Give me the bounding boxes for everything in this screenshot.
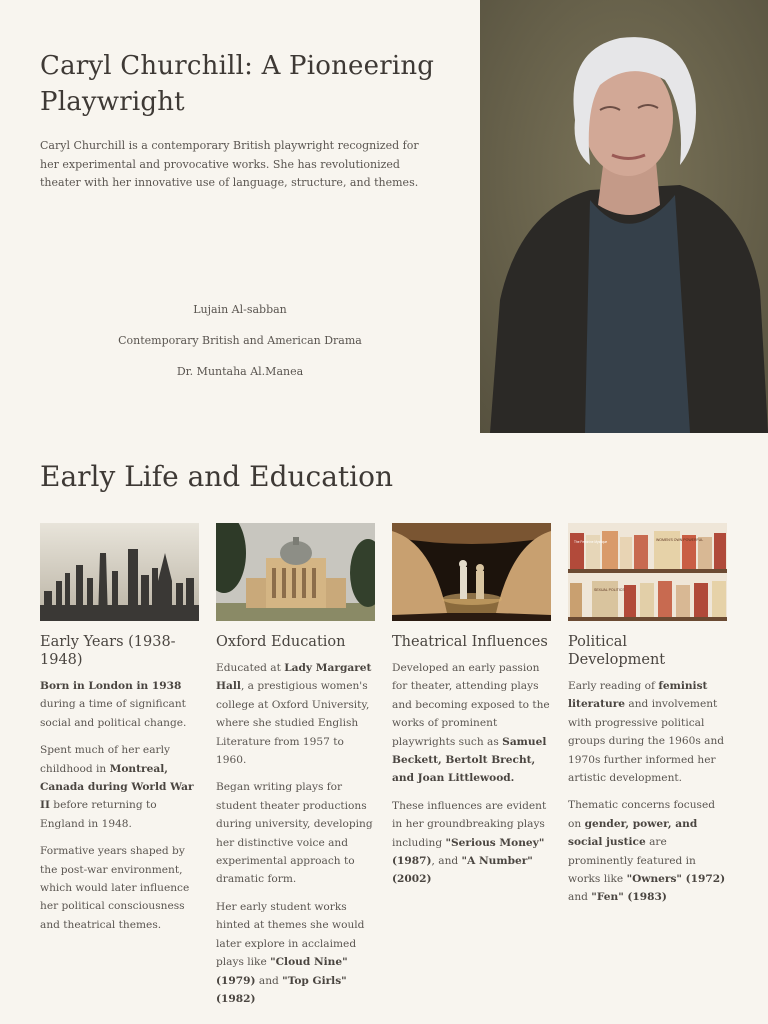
column-heading: Political Development <box>568 634 666 668</box>
emphasis-text: Lady Margaret Hall <box>216 662 372 693</box>
body-text: Early reading of <box>568 680 659 692</box>
body-text: before returning to England in 1948. <box>40 799 157 830</box>
course-name: Contemporary British and American Drama <box>118 334 362 347</box>
column-paragraph <box>40 677 200 732</box>
emphasis-text: "Serious Money" (1987) <box>392 836 545 868</box>
page-title: Caryl Churchill: A Pioneering Playwright <box>40 51 435 117</box>
instructor-name: Dr. Muntaha Al.Manea <box>176 365 304 378</box>
section-title: Early Life and Education <box>40 460 393 493</box>
london-skyline-image <box>40 523 199 621</box>
body-text: Her early student works hinted at themes she would later explore in acclaimed plays like <box>216 900 365 969</box>
column-early-years <box>40 523 200 943</box>
bookshelf-image <box>568 523 727 621</box>
emphasis-text: "A Number" (2002) <box>392 855 533 886</box>
column-paragraph <box>40 842 200 934</box>
oxford-building-image <box>216 523 375 621</box>
column-body <box>392 659 552 889</box>
emphasis-text: Montreal, Canada during World War II <box>40 762 194 812</box>
column-heading: Early Years (1938-1948) <box>40 634 176 668</box>
column-paragraph <box>216 778 376 888</box>
body-text: These influences are evident in her groundbreaking plays including <box>392 799 547 849</box>
emphasis-text: gender, power, and social justice <box>568 817 698 849</box>
column-theatrical <box>392 523 552 898</box>
emphasis-text: Born in London in 1938 <box>40 680 182 692</box>
book-cover-title: WOMEN'S OWN POWERFUL <box>656 538 704 542</box>
body-text: Developed an early passion for theater, attending plays and becoming exposed to the works of prominent playwrights such as <box>392 662 550 748</box>
theater-stage-image <box>392 523 551 621</box>
column-body <box>568 677 728 907</box>
column-paragraph <box>392 659 552 788</box>
column-paragraph <box>568 796 728 906</box>
body-text: and <box>568 891 592 904</box>
body-text: Began writing plays for student theater productions during university, developing her distinctive voice and experimental approach to dramatic form. <box>216 781 373 886</box>
body-text: are prominently featured in works like <box>568 836 696 886</box>
intro-paragraph: Caryl Churchill is a contemporary British playwright recognized for her experimental and provocative works. She has revolutionized theater with her innovative use of language, structure, and themes. <box>40 139 419 189</box>
body-text: Thematic concerns focused on <box>568 799 716 830</box>
column-paragraph <box>216 898 376 1008</box>
body-text: , a prestigious women's college at Oxford University, where she studied English Literature from 1957 to 1960. <box>216 680 370 767</box>
body-text: Formative years shaped by the post-war environment, which would later influence her political consciousness and theatrical themes. <box>40 845 190 931</box>
column-heading: Theatrical Influences <box>392 634 548 650</box>
column-paragraph <box>216 659 376 769</box>
portrait-image <box>480 0 768 433</box>
column-heading: Oxford Education <box>216 634 346 650</box>
emphasis-text: "Fen" (1983) <box>591 891 667 904</box>
column-paragraph <box>568 677 728 787</box>
emphasis-text: Samuel Beckett, Bertolt Brecht, and Joan Littlewood. <box>392 735 547 785</box>
column-oxford <box>216 523 376 1017</box>
column-paragraph <box>40 741 200 833</box>
emphasis-text: "Cloud Nine" (1979) <box>216 956 348 987</box>
author-name: Lujain Al-sabban <box>193 303 287 316</box>
emphasis-text: "Owners" (1972) <box>626 873 726 886</box>
column-body <box>40 677 200 934</box>
body-text: , and <box>431 855 462 868</box>
column-paragraph <box>392 797 552 889</box>
book-cover-title: SEXUAL POLITICS <box>594 588 625 592</box>
column-body <box>216 659 376 1008</box>
body-text: during a time of significant social and political change. <box>40 698 187 729</box>
column-political <box>568 523 728 916</box>
emphasis-text: feminist literature <box>568 680 708 711</box>
body-text: and <box>255 974 283 987</box>
emphasis-text: "Top Girls" (1982) <box>216 974 347 1005</box>
book-cover-title: The Feminine Mystique <box>574 540 608 544</box>
body-text: Educated at <box>216 662 285 674</box>
body-text: Spent much of her early childhood in <box>40 744 170 775</box>
body-text: and involvement with progressive political groups during the 1960s and 1970s further informed her artistic development. <box>568 698 725 785</box>
